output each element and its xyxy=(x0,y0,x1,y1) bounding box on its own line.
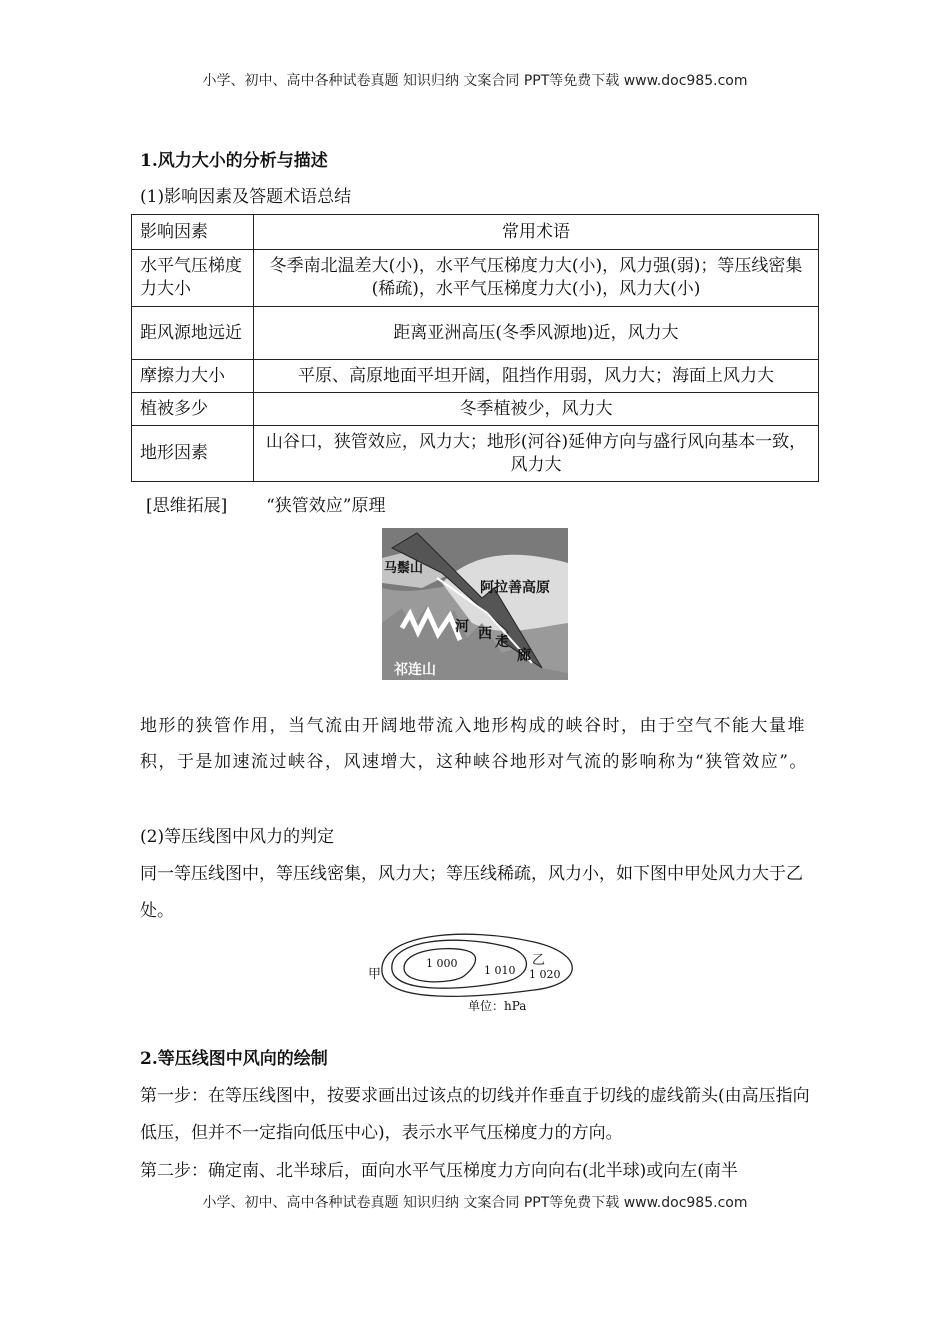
table-cell-terms: 冬季南北温差大(小)，水平气压梯度力大(小)，风力强(弱)；等压线密集(稀疏)，水平气压梯度力大(小)，风力大(小) xyxy=(254,250,819,307)
hexi-corridor-map xyxy=(382,528,568,680)
label-qilian: 祁连山 xyxy=(394,662,436,678)
table-row xyxy=(132,360,819,393)
page-footer: 小学、初中、高中各种试卷真题 知识归纳 文案合同 PPT等免费下载 www.doc985.com xyxy=(202,1195,748,1211)
table-cell-factor: 摩擦力大小 xyxy=(132,360,254,393)
page-header: 小学、初中、高中各种试卷真题 知识归纳 文案合同 PPT等免费下载 www.doc985.com xyxy=(202,73,748,89)
extension-tag: [思维拓展] xyxy=(146,496,228,516)
step1-paragraph: 第一步：在等压线图中，按要求画出过该点的切线并作垂直于切线的虚线箭头(由高压指向低压，但并不一定指向低压中心)，表示水平气压梯度力的方向。 xyxy=(140,1086,810,1143)
table-row xyxy=(132,307,819,360)
label-unit: 单位：hPa xyxy=(468,999,527,1013)
label-jia: 甲 xyxy=(368,967,382,982)
label-mazong: 马鬃山 xyxy=(384,561,424,576)
section-title-2: 2.等压线图中风向的绘制 xyxy=(140,1049,328,1069)
extension-heading xyxy=(146,491,385,516)
table-cell-factor: 植被多少 xyxy=(132,393,254,426)
isobar-diagram xyxy=(364,928,594,1018)
table-row xyxy=(132,250,819,307)
table-cell-factor: 地形因素 xyxy=(132,426,254,482)
section-title-1: 1.风力大小的分析与描述 xyxy=(140,151,328,171)
label-he: 河 xyxy=(455,619,469,635)
table-row xyxy=(132,393,819,426)
table-cell-terms: 平原、高原地面平坦开阔，阻挡作用弱，风力大；海面上风力大 xyxy=(254,360,819,393)
table-cell-factor: 水平气压梯度力大小 xyxy=(132,250,254,307)
subtitle-isobar: (2)等压线图中风力的判定 xyxy=(140,827,335,847)
factors-table xyxy=(131,214,819,482)
isobar-paragraph: 同一等压线图中，等压线密集，风力大；等压线稀疏，风力小，如下图中甲处风力大于乙处。 xyxy=(140,864,803,921)
extension-title: “狭管效应”原理 xyxy=(266,496,386,516)
label-zou: 走 xyxy=(495,634,509,650)
table-cell-factor: 距风源地远近 xyxy=(132,307,254,360)
label-yi: 乙 xyxy=(532,953,546,968)
table-header-row xyxy=(132,215,819,250)
label-xi: 西 xyxy=(478,626,492,642)
label-p1000: 1 000 xyxy=(426,957,458,970)
table-header-terms: 常用术语 xyxy=(254,215,819,250)
table-cell-terms: 冬季植被少，风力大 xyxy=(254,393,819,426)
table-header-factor: 影响因素 xyxy=(132,215,254,250)
label-alashan: 阿拉善高原 xyxy=(480,580,550,596)
table-cell-terms: 山谷口，狭管效应，风力大；地形(河谷)延伸方向与盛行风向基本一致，风力大 xyxy=(254,426,819,482)
table-row xyxy=(132,426,819,482)
label-p1010: 1 010 xyxy=(484,964,516,977)
label-lang: 廊 xyxy=(517,648,531,664)
step2-paragraph: 第二步：确定南、北半球后，面向水平气压梯度力方向向右(北半球)或向左(南半 xyxy=(140,1161,738,1181)
table-cell-terms: 距离亚洲高压(冬季风源地)近，风力大 xyxy=(254,307,819,360)
narrow-pipe-paragraph: 地形的狭管作用，当气流由开阔地带流入地形构成的峡谷时，由于空气不能大量堆积，于是加速流过峡谷，风速增大，这种峡谷地形对气流的影响称为“狭管效应”。 xyxy=(140,716,808,772)
label-p1020: 1 020 xyxy=(529,968,561,981)
subtitle-factors: (1)影响因素及答题术语总结 xyxy=(140,187,352,207)
